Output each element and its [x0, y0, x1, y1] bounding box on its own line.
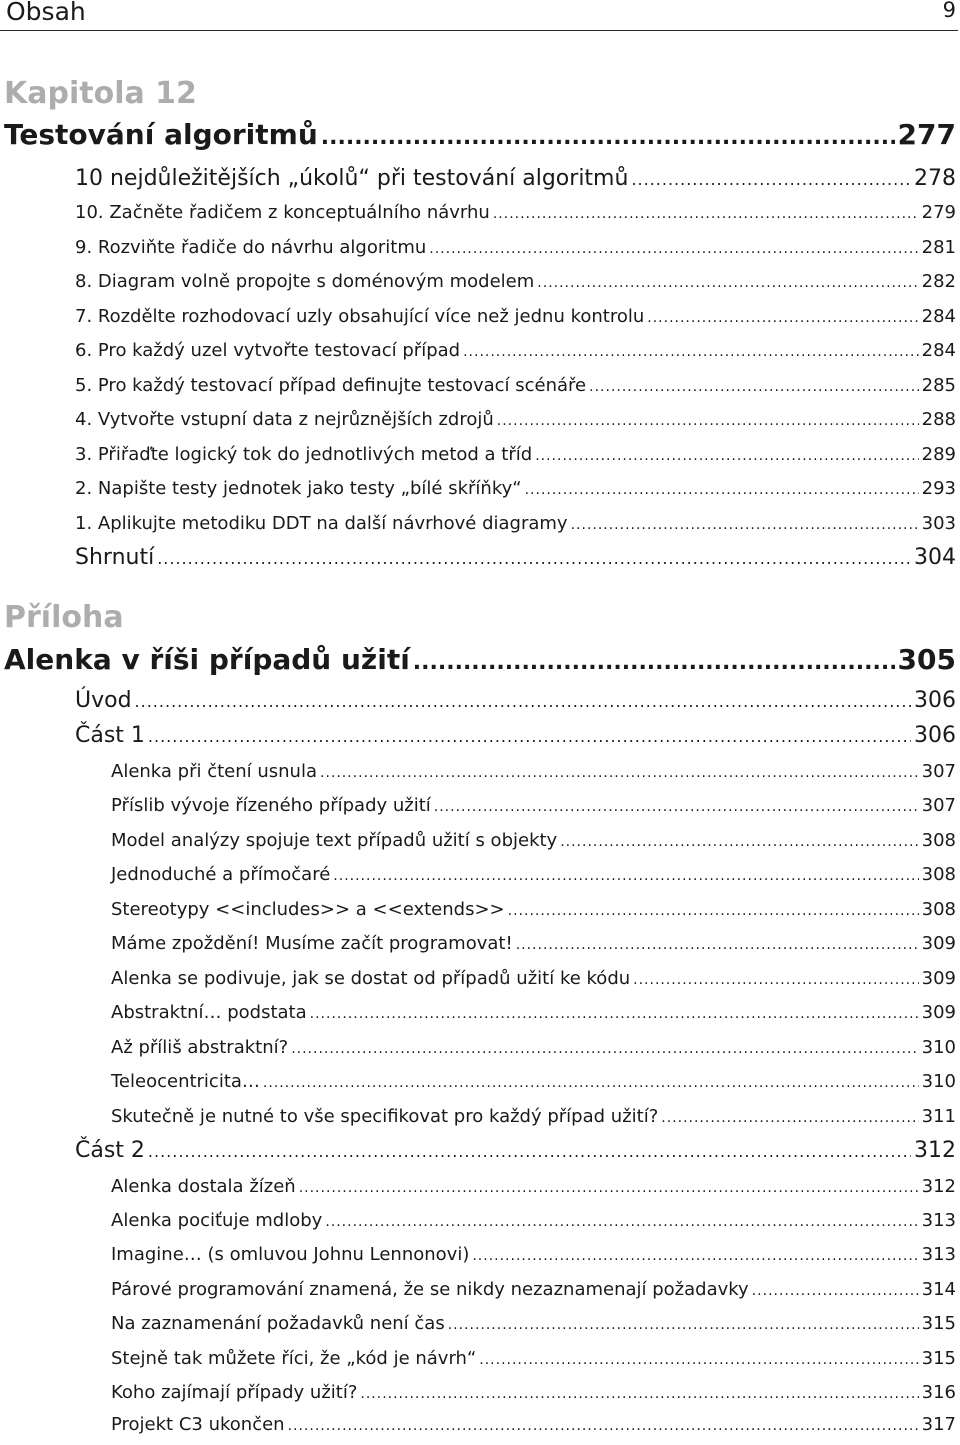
- toc-page: 293: [921, 478, 956, 499]
- toc-title: Teleocentricita…: [111, 1071, 260, 1092]
- toc-title: Jednoduché a přímočaré: [111, 864, 331, 885]
- toc-page: 308: [921, 864, 956, 885]
- toc-title: 1. Aplikujte metodiku DDT na další návrhové diagramy: [75, 513, 568, 534]
- toc-chapter-title[interactable]: [4, 118, 956, 158]
- toc-dot-leader: [288, 1418, 919, 1434]
- toc-entry[interactable]: [75, 306, 956, 336]
- toc-entry[interactable]: [75, 237, 956, 267]
- toc-page: 313: [921, 1210, 956, 1231]
- toc-entry[interactable]: [75, 202, 956, 232]
- toc-title: Projekt C3 ukončen: [111, 1414, 285, 1435]
- toc-dot-leader: [571, 517, 919, 533]
- toc-title: 3. Přiřaďte logický tok do jednotlivých metod a tříd: [75, 444, 533, 465]
- toc-page: 307: [921, 795, 956, 816]
- toc-page: 303: [921, 513, 956, 534]
- toc-entry[interactable]: [111, 1313, 956, 1343]
- toc-page: 308: [921, 899, 956, 920]
- toc-title: 8. Diagram volně propojte s doménovým modelem: [75, 271, 535, 292]
- toc-page: 289: [921, 444, 956, 465]
- toc-title: Příslib vývoje řízeného případy užití: [111, 795, 431, 816]
- toc-entry[interactable]: [111, 1348, 956, 1378]
- toc-entry[interactable]: [75, 271, 956, 301]
- toc-page: 316: [921, 1382, 956, 1403]
- toc-dot-leader: [320, 765, 919, 781]
- toc-page: 313: [921, 1244, 956, 1265]
- toc-page: 317: [921, 1414, 956, 1435]
- appendix-label: Příloha: [4, 600, 124, 635]
- toc-title: Stejně tak můžete říci, že „kód je návrh“: [111, 1348, 477, 1369]
- toc-entry[interactable]: [111, 761, 956, 791]
- toc-dot-leader: [434, 799, 919, 815]
- toc-page: 315: [921, 1313, 956, 1334]
- toc-page: 282: [921, 271, 956, 292]
- toc-title: 2. Napište testy jednotek jako testy „bílé skříňky“: [75, 478, 522, 499]
- toc-title: Shrnutí: [75, 545, 155, 570]
- toc-dot-leader: [263, 1075, 919, 1091]
- toc-dot-leader: [148, 1142, 911, 1161]
- toc-dot-leader: [360, 1386, 918, 1402]
- toc-page: 307: [921, 761, 956, 782]
- toc-page: 309: [921, 968, 956, 989]
- toc-title: 7. Rozdělte rozhodovací uzly obsahující více než jednu kontrolu: [75, 306, 645, 327]
- toc-page: 309: [921, 933, 956, 954]
- toc-dot-leader: [413, 650, 895, 675]
- toc-dot-leader: [516, 937, 919, 953]
- toc-page: 284: [921, 306, 956, 327]
- toc-page: 312: [921, 1176, 956, 1197]
- toc-page: 304: [914, 545, 956, 570]
- toc-page: 284: [921, 340, 956, 361]
- toc-page: 277: [897, 118, 956, 151]
- toc-dot-leader: [589, 379, 919, 395]
- toc-dot-leader: [537, 275, 918, 291]
- toc-dot-leader: [157, 549, 911, 568]
- toc-title: Párové programování znamená, že se nikdy nezaznamenají požadavky: [111, 1279, 749, 1300]
- toc-entry[interactable]: [111, 864, 956, 894]
- toc-dot-leader: [333, 868, 918, 884]
- toc-summary[interactable]: [75, 545, 956, 577]
- toc-part-2[interactable]: [75, 1138, 956, 1170]
- toc-entry[interactable]: [111, 1244, 956, 1274]
- toc-page: 310: [921, 1037, 956, 1058]
- toc-page: 315: [921, 1348, 956, 1369]
- toc-title: Koho zajímají případy užití?: [111, 1382, 358, 1403]
- toc-dot-leader: [479, 1352, 918, 1368]
- toc-entry[interactable]: [75, 340, 956, 370]
- toc-title: Testování algoritmů: [4, 118, 318, 151]
- toc-part-1[interactable]: [75, 723, 956, 755]
- toc-dot-leader: [497, 413, 919, 429]
- toc-dot-leader: [310, 1006, 919, 1022]
- toc-title: 10 nejdůležitějších „úkolů“ při testování algoritmů: [75, 166, 629, 191]
- toc-entry[interactable]: [75, 166, 956, 198]
- toc-title: Alenka pociťuje mdloby: [111, 1210, 323, 1231]
- toc-entry[interactable]: [111, 795, 956, 825]
- chapter-label: Kapitola 12: [4, 76, 197, 111]
- toc-page: 306: [914, 723, 956, 748]
- toc-title: 10. Začněte řadičem z konceptuálního návrhu: [75, 202, 490, 223]
- toc-title: Alenka se podivuje, jak se dostat od případů užití ke kódu: [111, 968, 631, 989]
- toc-page: 309: [921, 1002, 956, 1023]
- toc-title: Imagine… (s omluvou Johnu Lennonovi): [111, 1244, 470, 1265]
- toc-entry[interactable]: [111, 1106, 956, 1136]
- toc-title: Část 1: [75, 723, 145, 748]
- toc-entry[interactable]: [111, 899, 956, 929]
- toc-entry[interactable]: [111, 1414, 956, 1444]
- toc-title: Část 2: [75, 1138, 145, 1163]
- toc-dot-leader: [463, 344, 919, 360]
- toc-title: 5. Pro každý testovací případ definujte testovací scénáře: [75, 375, 587, 396]
- toc-title: Model analýzy spojuje text případů užití s objekty: [111, 830, 558, 851]
- toc-entry[interactable]: [75, 375, 956, 405]
- toc-title: Abstraktní… podstata: [111, 1002, 307, 1023]
- toc-page: 308: [921, 830, 956, 851]
- toc-entry[interactable]: [75, 444, 956, 474]
- toc-title: Alenka při čtení usnula: [111, 761, 317, 782]
- toc-entry[interactable]: [111, 1002, 956, 1032]
- header-title: Obsah: [6, 0, 86, 26]
- toc-entry[interactable]: [75, 478, 956, 508]
- toc-page: 310: [921, 1071, 956, 1092]
- toc-page: 278: [914, 166, 956, 191]
- toc-dot-leader: [661, 1110, 918, 1126]
- toc-title: Úvod: [75, 688, 132, 713]
- toc-page: 314: [921, 1279, 956, 1300]
- toc-page: 306: [914, 688, 956, 713]
- toc-entry[interactable]: [111, 933, 956, 963]
- toc-dot-leader: [321, 125, 895, 150]
- toc-dot-leader: [508, 903, 919, 919]
- toc-page: 305: [897, 643, 956, 676]
- toc-page: 285: [921, 375, 956, 396]
- toc-entry[interactable]: [111, 1176, 956, 1206]
- toc-page: 311: [921, 1106, 956, 1127]
- toc-entry[interactable]: [75, 513, 956, 543]
- toc-intro[interactable]: [75, 688, 956, 720]
- toc-page: 312: [914, 1138, 956, 1163]
- toc-dot-leader: [647, 310, 918, 326]
- toc-dot-leader: [148, 727, 911, 746]
- toc-dot-leader: [325, 1214, 918, 1230]
- toc-page: 279: [921, 202, 956, 223]
- toc-title: Stereotypy <<includes>> a <<extends>>: [111, 899, 505, 920]
- toc-dot-leader: [299, 1180, 919, 1196]
- toc-dot-leader: [429, 241, 918, 257]
- toc-entry[interactable]: [111, 830, 956, 860]
- toc-title: Až příliš abstraktní?: [111, 1037, 289, 1058]
- toc-dot-leader: [525, 482, 919, 498]
- toc-dot-leader: [493, 206, 919, 222]
- toc-title: 6. Pro každý uzel vytvořte testovací případ: [75, 340, 461, 361]
- toc-dot-leader: [752, 1283, 919, 1299]
- toc-dot-leader: [472, 1248, 918, 1264]
- toc-title: Alenka dostala žízeň: [111, 1176, 296, 1197]
- toc-dot-leader: [560, 834, 918, 850]
- toc-entry[interactable]: [75, 409, 956, 439]
- toc-title: Skutečně je nutné to vše specifikovat pro každý případ užití?: [111, 1106, 659, 1127]
- toc-entry[interactable]: [111, 1210, 956, 1240]
- toc-dot-leader: [291, 1041, 918, 1057]
- toc-entry[interactable]: [111, 1071, 956, 1101]
- toc-page: 281: [921, 237, 956, 258]
- toc-appendix-title[interactable]: [4, 643, 956, 683]
- toc-page: 288: [921, 409, 956, 430]
- toc-title: Máme zpoždění! Musíme začít programovat!: [111, 933, 513, 954]
- toc-entry[interactable]: [111, 968, 956, 998]
- toc-title: 4. Vytvořte vstupní data z nejrůznějších zdrojů: [75, 409, 494, 430]
- toc-entry[interactable]: [111, 1382, 956, 1412]
- toc-entry[interactable]: [111, 1279, 956, 1309]
- toc-title: Alenka v říši případů užití: [4, 643, 410, 676]
- toc-dot-leader: [448, 1317, 919, 1333]
- toc-dot-leader: [633, 972, 918, 988]
- toc-dot-leader: [535, 448, 918, 464]
- running-header: [0, 0, 958, 31]
- header-page-number: 9: [942, 0, 956, 22]
- toc-title: Na zaznamenání požadavků není čas: [111, 1313, 445, 1334]
- toc-title: 9. Rozviňte řadiče do návrhu algoritmu: [75, 237, 427, 258]
- toc-entry[interactable]: [111, 1037, 956, 1067]
- toc-dot-leader: [135, 692, 911, 711]
- toc-dot-leader: [631, 170, 911, 189]
